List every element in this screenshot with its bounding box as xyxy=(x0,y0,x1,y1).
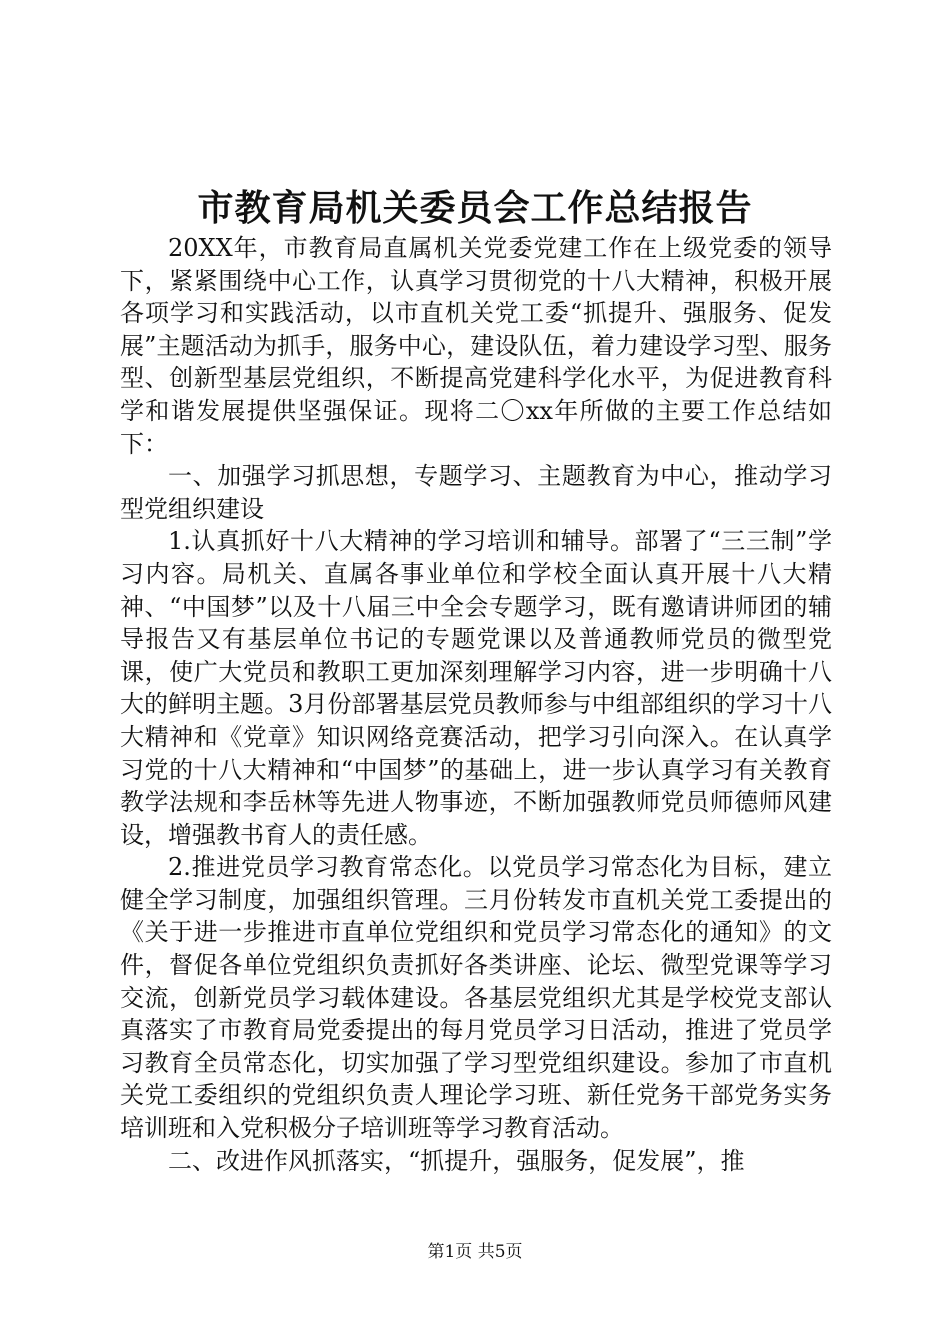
document-body xyxy=(120,232,832,1177)
paragraph-intro: 20XX年，市教育局直属机关党委党建工作在上级党委的领导下，紧紧围绕中心工作，认真学习贯彻党的十八大精神，积极开展各项学习和实践活动，以市直机关党工委“抓提升、强服务、促发展”主题活动为抓手，服务中心，建设队伍，着力建设学习型、服务型、创新型基层党组织，不断提高党建科学化水平，为促进教育科学和谐发展提供坚强保证。现将二〇xx年所做的主要工作总结如下： xyxy=(120,234,832,458)
page-footer: 第1页 共5页 xyxy=(427,1242,523,1262)
section-heading-1: 一、加强学习抓思想，专题学习、主题教育为中心，推动学习型党组织建设 xyxy=(120,462,832,523)
section-heading-2: 二、改进作风抓落实，“抓提升，强服务，促发展”，推 xyxy=(168,1146,745,1175)
paragraph-item-1: 1.认真抓好十八大精神的学习培训和辅导。部署了“三三制”学习内容。局机关、直属各事业单位和学校全面认真开展十八大精神、“中国梦”以及十八届三中全会专题学习，既有邀请讲师团的辅导报告又有基层单位书记的专题党课以及普通教师党员的微型党课，使广大党员和教职工更加深刻理解学习内容，进一步明确十八大的鲜明主题。3月份部署基层党员教师参与中组部组织的学习十八大精神和《党章》知识网络竞赛活动，把学习引向深入。在认真学习党的十八大精神和“中国梦”的基础上，进一步认真学习有关教育教学法规和李岳林等先进人物事迹，不断加强教师党员师德师风建设，增强教书育人的责任感。 xyxy=(120,527,832,849)
document-title: 市教育局机关委员会工作总结报告 xyxy=(197,187,753,229)
paragraph-item-2: 2.推进党员学习教育常态化。以党员学习常态化为目标，建立健全学习制度，加强组织管理。三月份转发市直机关党工委提出的《关于进一步推进市直单位党组织和党员学习常态化的通知》的文件，督促各单位党组织负责抓好各类讲座、论坛、微型党课等学习交流，创新党员学习载体建设。各基层党组织尤其是学校党支部认真落实了市教育局党委提出的每月党员学习日活动，推进了党员学习教育全员常态化，切实加强了学习型党组织建设。参加了市直机关党工委组织的党组织负责人理论学习班、新任党务干部党务实务培训班和入党积极分子培训班等学习教育活动。 xyxy=(120,853,832,1143)
